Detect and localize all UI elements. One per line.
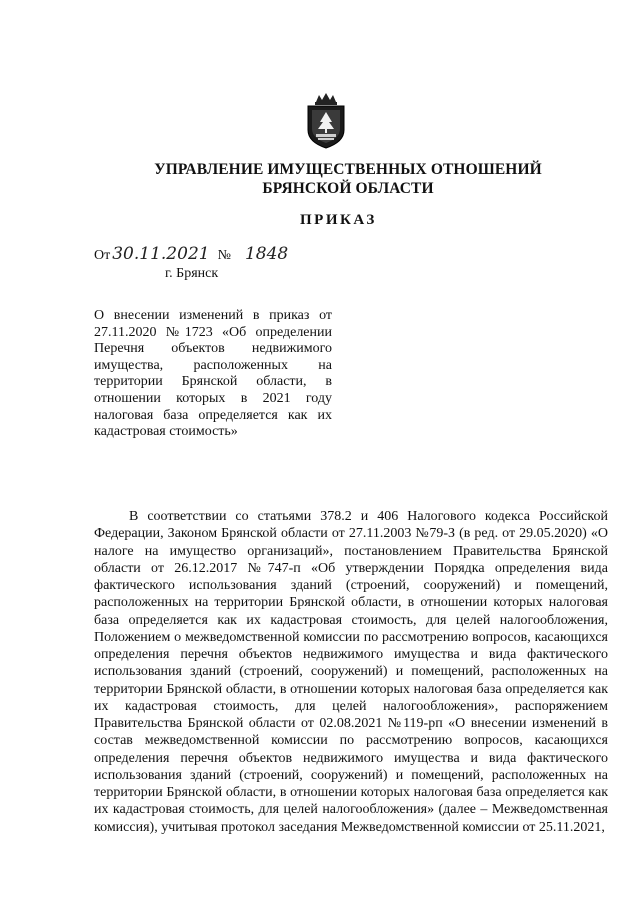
organization-name-line2: БРЯНСКОЙ ОБЛАСТИ (262, 180, 434, 197)
body-paragraph: В соответствии со статьями 378.2 и 406 Налогового кодекса Российской Федерации, Законом Брянской области от 27.11.2003 №79-З (в ред. от 29.05.2020) «О налоге на имущество организаций», постановлением Правительства Брянской области от 26.12.2017 №747-п «Об утверждении Порядка определения вида фактического использования зданий (строений, сооружений) и помещений, расположенных на территории Брянской области, в отношении которых налоговая база определяется как их кадастровая стоимость, для целей налогообложения, Положением о межведомственной комиссии по рассмотрению вопросов, касающихся определения перечня объектов недвижимого имущества и вида фактического использования зданий (строений, сооружений) и помещений, расположенных на территории Брянской области, в отношении которых налоговая база определяется как их кадастровая стоимость, для целей налогообложения», распоряжением Правительства Брянской области от 02.08.2021 №119-рп «О внесении изменений в состав межведомственной комиссии по рассмотрению вопросов, касающихся определения перечня объектов недвижимого имущества и вида фактического использования зданий (строений, сооружений) и помещений, расположенных на территории Брянской области, в отношении которых налоговая база определяется как их кадастровая стоимость, для целей налогообложения» (далее – Межведомственная комиссия), учитывая протокол заседания Межведомственной комиссии от 25.11.2021, (94, 509, 608, 835)
date-prefix: От (94, 248, 111, 263)
number-label: № (217, 248, 231, 263)
document-title: ПРИКАЗ (300, 212, 377, 228)
organization-name-line1: УПРАВЛЕНИЕ ИМУЩЕСТВЕННЫХ ОТНОШЕНИЙ (154, 161, 542, 178)
city: г. Брянск (165, 266, 219, 281)
order-subject: О внесении изменений в приказ от 27.11.2020 №1723 «Об определении Перечня объектов недвижимого имущества, расположенных на территории Брянской области, в отношении которых в 2021 году налоговая база определяется как их кадастровая стоимость» (94, 308, 332, 440)
handwritten-number: 1848 (244, 244, 289, 264)
handwritten-date: 30.11.2021 (112, 244, 210, 264)
coat-of-arms-icon (302, 92, 350, 150)
date-number-line (94, 244, 288, 264)
